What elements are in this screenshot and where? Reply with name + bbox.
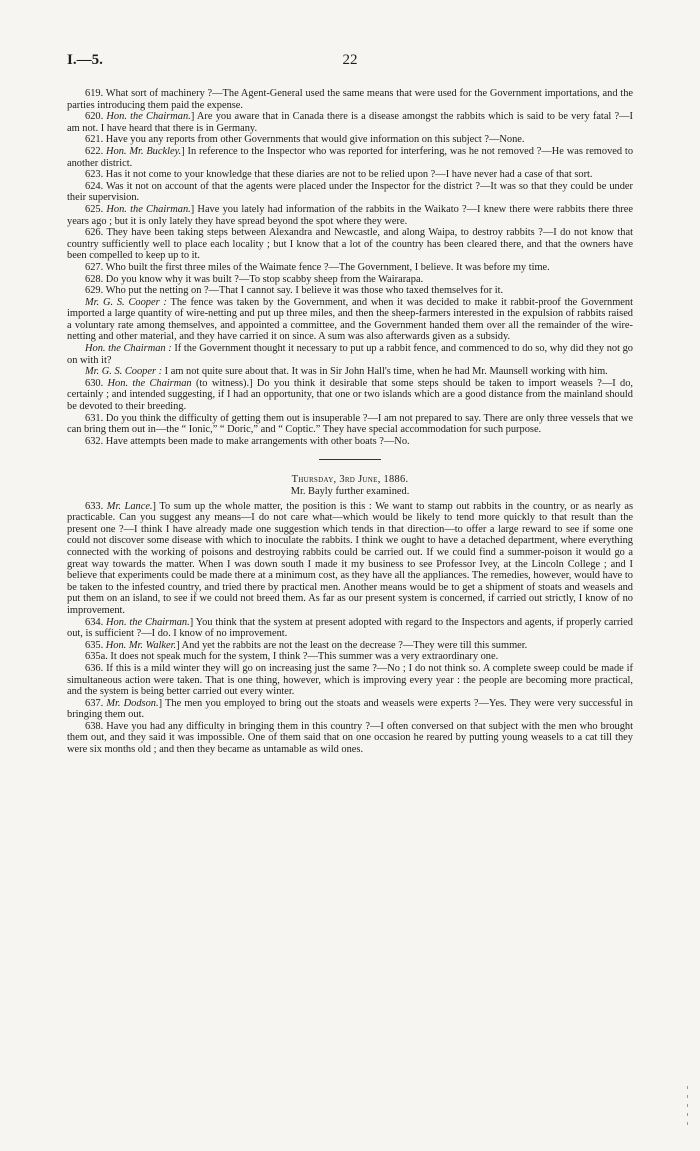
paragraph-text: 627. Who built the first three miles of the Waimate fence ?—The Government, I believe. It was before my time. <box>85 261 550 273</box>
speaker-name: Mr. G. S. Cooper : <box>85 366 163 378</box>
paragraph <box>67 274 633 286</box>
paragraph <box>67 111 633 134</box>
paragraph <box>67 134 633 146</box>
paragraph-text-rest: I am not quite sure about that. It was in Sir John Hall's time, when he had Mr. Maunsell working with him. <box>162 366 608 378</box>
paragraph-text: 633. <box>85 500 107 512</box>
speaker-name: Hon. the Chairman : <box>85 343 172 355</box>
paragraph-text-rest: ] The men you employed to bring out the stoats and weasels were experts ?—Yes. They were very successful in bringing them out. <box>67 697 634 721</box>
paragraph-text: 623. Has it not come to your knowledge that these diaries are not to be relied upon ?—I have never had a case of that sort. <box>85 169 593 181</box>
paragraph-text-rest: ] You think that the system at present adopted with regard to the Inspectors and agents, if properly carried out, is sufficient ?—I do. I know of no improvement. <box>67 616 633 640</box>
paragraph <box>67 413 633 436</box>
paragraph <box>67 88 633 111</box>
paragraph-text: 631. Do you think the difficulty of getting them out is insuperable ?—I am not prepared to say. There are only three vessels that we can bring them out in—the “ Ionic,” “ Doric,” and “ Coptic.” They have special accommodation for such purpose. <box>67 412 633 436</box>
paragraph <box>67 436 633 448</box>
date-heading: Thursday, 3rd June, 1886. <box>291 474 409 486</box>
paragraph <box>67 181 633 204</box>
speaker-name: Mr. Lance. <box>106 500 153 512</box>
page-body <box>67 88 633 756</box>
speaker-name: Hon. the Chairman. <box>106 111 191 123</box>
speaker-name: Hon. Mr. Buckley. <box>106 145 182 157</box>
speaker-name: Hon. Mr. Walker. <box>105 639 177 651</box>
paragraph-text: 635. <box>85 639 106 651</box>
paragraph-text: 619. What sort of machinery ?—The Agent-General used the same means that were used for the Government importations, and the parties introducing them paid the expense. <box>67 88 633 111</box>
page-number: 22 <box>342 52 358 68</box>
paragraph-text-rest: (to witness).] Do you think it desirable that some steps should be taken to import weasels ?—I do, certainly ; and intended suggesting, if I had an opportunity, that one or two islands which are a good distance from the mainland should be devoted to their breeding. <box>67 377 634 413</box>
speaker-name: Hon. the Chairman. <box>106 203 191 215</box>
paragraph-text: 621. Have you any reports from other Governments that would give information on this subject ?—None. <box>85 134 525 146</box>
speaker-name: Mr. G. S. Cooper : <box>85 296 167 308</box>
margin-marks <box>684 1080 690 1140</box>
paragraph <box>67 663 633 698</box>
paragraph <box>67 262 633 274</box>
paragraph-text: 629. Who put the netting on ?—That I cannot say. I believe it was those who taxed themselves for it. <box>85 285 504 297</box>
paragraph <box>67 378 633 413</box>
paragraph-text: 630. <box>85 377 108 389</box>
paragraph <box>67 297 633 343</box>
paragraph <box>67 204 633 227</box>
page-header <box>67 52 633 74</box>
paragraph-text: 625. <box>85 203 107 215</box>
paragraph <box>67 698 633 721</box>
section-second <box>67 501 633 756</box>
paragraph-text: 624. Was it not on account of that the agents were placed under the Inspector for the district ?—It was so that they could be under their supervision. <box>67 180 633 204</box>
paragraph-text-rest: ] In reference to the Inspector who was reported for interfering, was he not removed ?—He was removed to another district. <box>67 145 634 169</box>
paragraph-text: 636. If this is a mild winter they will go on increasing just the same ?—No ; I do not think so. A complete sweep could be made if simultaneous action were taken. That is one thing, however, which is improving every year : the people are becoming more practical, and the system is being better carried out every winter. <box>67 662 633 698</box>
paragraph <box>67 285 633 297</box>
paragraph-text: 638. Have you had any difficulty in bringing them in this country ?—I often conversed on that subject with the men who brought them out, and they said it was impossible. One of them said that on one occasion he reared by putting young weasels to a cat till they were six months old ; and then they became as untamable as wild ones. <box>67 720 633 756</box>
paragraph-text: 635a. It does not speak much for the system, I think ?—This summer was a very extraordinary one. <box>85 651 499 663</box>
paragraph <box>67 721 633 756</box>
paragraph <box>67 343 633 366</box>
section-divider <box>319 459 381 460</box>
paragraph-text-rest: ] To sum up the whole matter, the position is this : We want to stamp out rabbits in the country, or as nearly as practicable. Can you suggest any means—I do not care what—which would be likely to tend more quickly to that result than the present one ?—I think I have already made one suggestion which tends in that direction—to offer a large reward to see if some one could not discover some disease with which to inoculate the rabbits. I think we ought to have a detached department, where everything connected with the working of poisons and destroying rabbits could be carried out. If we could find a summer-poison it would go a great way towards the matter. When I was down south I made it my business to see Professor Ivey, at the Lincoln College ; and I believe that experiments could be made there at a minimum cost, as they have all the appliances. The remedies, however, would have to be taken to the infested country, and tried there by practical men. Another means would be to get a shipment of stoats and weasels and put them on an island, to see if we could not breed them. As far as our present system is concerned, if carried out strictly, I know of no improvement. <box>67 500 634 616</box>
paragraph <box>67 227 633 262</box>
paragraph-text: 622. <box>85 145 107 157</box>
paragraph <box>67 640 633 652</box>
paragraph-text: 620. <box>85 111 107 123</box>
paragraph-text: 632. Have attempts been made to make arrangements with other boats ?—No. <box>85 435 410 447</box>
speaker-name: Hon. the Chairman <box>107 377 192 389</box>
paragraph-text: 634. <box>85 616 107 628</box>
section-first <box>67 88 633 447</box>
document-reference: I.—5. <box>67 52 103 68</box>
paragraph <box>67 146 633 169</box>
paragraph-text-rest: The fence was taken by the Government, and when it was decided to make it rabbit-proof the Government imported a large quantity of wire-netting and put up three miles, and then the sheep-farmers interested in the expulsion of rabbits raised a voluntary rate among themselves, and appointed a committee, and the Government handed them over all the remainder of the wire-netting and other material, and they have carried it on since. A sum was also afterwards given as a subsidy. <box>67 296 633 343</box>
paragraph-text: 626. They have been taking steps between Alexandra and Newcastle, and along Waipa, to destroy rabbits ?—I do not know that country sufficiently well to place each locality ; but I know that a lot of the country has been cleared there, and that the owners have been compelled to keep up to it. <box>67 227 633 262</box>
paragraph-text: 637. <box>85 697 107 709</box>
paragraph-text-rest: ] Are you aware that in Canada there is a disease amongst the rabbits which is said to be very fatal ?—I am not. I have heard that there is in Germany. <box>67 111 634 134</box>
paragraph-text-rest: If the Government thought it necessary to put up a rabbit fence, and commenced to do so, why did they not go on with it? <box>67 343 633 366</box>
speaker-name: Mr. Dodson. <box>106 697 159 709</box>
witness-subheading: Mr. Bayly further examined. <box>290 486 410 497</box>
paragraph <box>67 617 633 640</box>
paragraph-text-rest: ] And yet the rabbits are not the least on the decrease ?—They were till this summer. <box>176 639 528 651</box>
paragraph <box>67 169 633 181</box>
paragraph-text: 628. Do you know why it was built ?—To stop scabby sheep from the Wairarapa. <box>85 273 424 285</box>
speaker-name: Hon. the Chairman. <box>106 616 190 628</box>
paragraph <box>67 651 633 663</box>
paragraph <box>67 501 633 617</box>
paragraph <box>67 366 633 378</box>
paragraph-text-rest: ] Have you lately had information of the rabbits in the Waikato ?—I knew there were rabbits there three years ago ; but it is only lately they have spread beyond the spot where they were. <box>67 203 633 227</box>
